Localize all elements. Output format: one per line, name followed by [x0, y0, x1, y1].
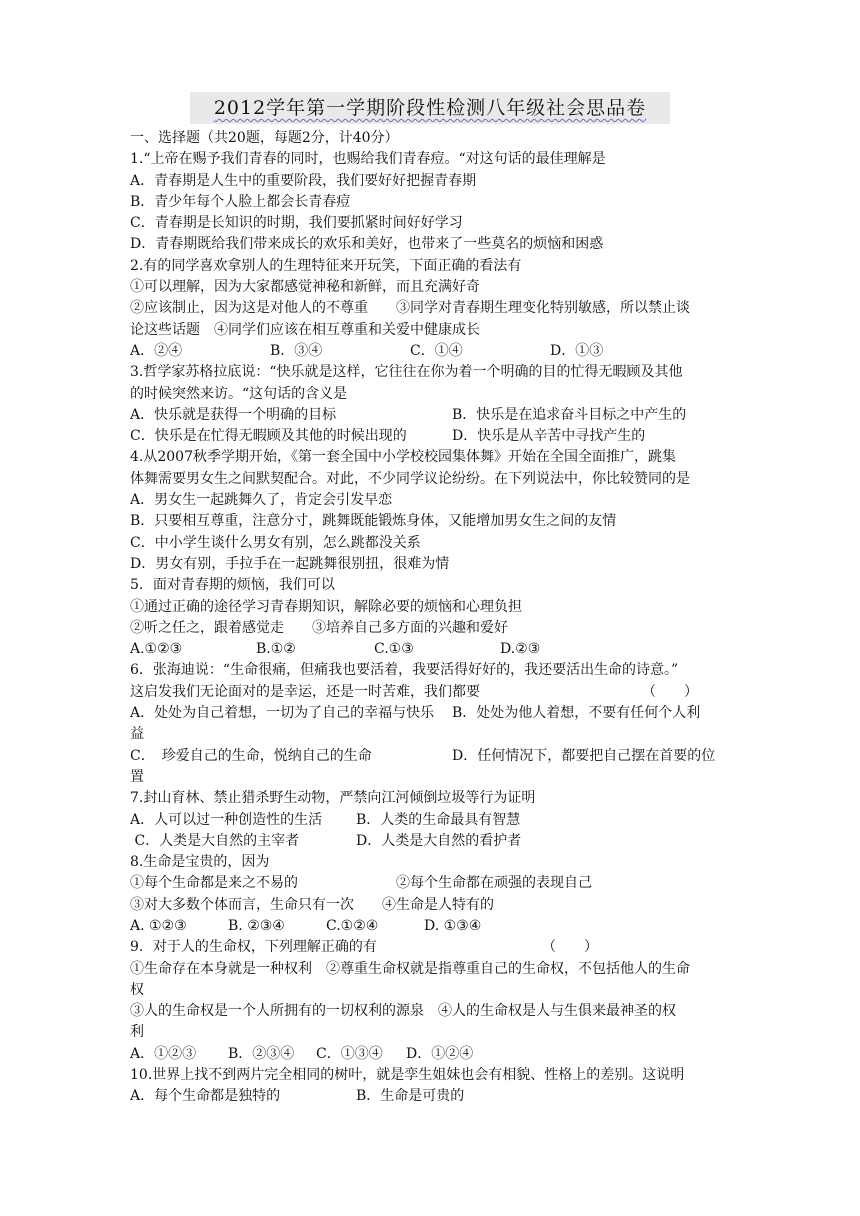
text-segment: A．人可以过一种创造性的生活: [130, 811, 323, 828]
text-segment: ①每个生命都是来之不易的: [130, 875, 298, 892]
text-line: 置: [130, 768, 144, 785]
text-line: 的时候突然来访。“这句话的含义是: [130, 385, 348, 402]
text-line: 论这些话题 ④同学们应该在相互尊重和关爱中健康成长: [130, 321, 480, 338]
text-line: 利: [130, 1024, 144, 1041]
text-line: ③人的生命权是一个人所拥有的一切权利的源泉 ④人的生命权是人与生俱来最神圣的权: [130, 1003, 676, 1020]
text-segment: D．①③: [550, 342, 604, 359]
text-line: ①生命存在本身就是一种权利 ②尊重生命权就是指尊重自己的生命权，不包括他人的生命: [130, 960, 690, 977]
text-segment: （ ）: [642, 683, 698, 700]
text-line: [130, 703, 735, 724]
text-segment: （ ）: [542, 939, 598, 956]
text-segment: B．快乐是在追求奋斗目标之中产生的: [452, 406, 687, 423]
text-line: [130, 746, 735, 767]
text-line: D．男女有别，手拉手在一起跳舞很别扭，很难为情: [130, 555, 450, 572]
text-line: [130, 426, 735, 447]
text-line: ③对大多数个体而言，生命只有一次 ④生命是人特有的: [130, 896, 494, 913]
text-segment: A．①②③: [130, 1045, 197, 1062]
text-line: [130, 873, 735, 894]
text-segment: C． 珍爱自己的生命，悦纳自己的生命: [130, 747, 372, 764]
text-line: B．只要相互尊重，注意分寸，跳舞既能锻炼身体，又能增加男女生之间的友情: [130, 513, 617, 530]
text-segment: A．每个生命都是独特的: [130, 1088, 281, 1105]
text-segment: A．快乐就是获得一个明确的目标: [130, 406, 337, 423]
text-segment: D. ①③④: [424, 917, 482, 934]
text-line: ①通过正确的途径学习青春期知识，解除必要的烦恼和心理负担: [130, 598, 522, 615]
text-segment: D．快乐是从辛苦中寻找产生的: [452, 428, 646, 445]
text-segment: D．①②④: [406, 1045, 474, 1062]
text-segment: A．处处为自己着想，一切为了自己的幸福与快乐: [130, 705, 435, 722]
text-line: 6．张海迪说：“生命很痛，但痛我也要活着，我要活得好好的，我还要活出生命的诗意。”: [130, 662, 679, 679]
text-segment: B．人类的生命最具有智慧: [356, 811, 521, 828]
text-segment: B. ②③④: [228, 917, 285, 934]
text-segment: C．快乐是在忙得无暇顾及其他的时候出现的: [130, 428, 407, 445]
text-segment: A. ①②③: [130, 917, 187, 934]
text-line: 10.世界上找不到两片完全相同的树叶，就是孪生姐妹也会有相貌、性格上的差别。这说明: [130, 1067, 685, 1084]
text-line: 3.哲学家苏格拉底说：“快乐就是这样，它往往在你为着一个明确的目的忙得无暇顾及其他: [130, 364, 683, 381]
text-segment: C．人类是大自然的主宰者: [130, 832, 300, 849]
text-segment: D.②③: [500, 641, 541, 658]
text-segment: D．任何情况下，都要把自己摆在首要的位: [452, 747, 716, 764]
text-segment: B．③④: [270, 342, 323, 359]
text-segment: B．②③④: [228, 1045, 295, 1062]
text-segment: 9．对于人的生命权，下列理解正确的有: [130, 939, 377, 956]
text-line: [130, 1086, 735, 1107]
text-line: C．青春期是长知识的时期，我们要抓紧时间好好学习: [130, 215, 463, 232]
text-line: A．青春期是人生中的重要阶段，我们要好好把握青春期: [130, 172, 477, 189]
text-line: A．男女生一起跳舞久了，肯定会引发早恋: [130, 492, 393, 509]
text-line: [130, 639, 735, 660]
text-line: ②听之任之，跟着感觉走 ③培养自己多方面的兴趣和爱好: [130, 619, 508, 636]
text-line: 2.有的同学喜欢拿别人的生理特征来开玩笑，下面正确的看法有: [130, 257, 522, 274]
text-segment: B．生命是可贵的: [356, 1088, 465, 1105]
text-line: 8.生命是宝贵的，因为: [130, 854, 270, 871]
text-line: B．青少年每个人脸上都会长青春痘: [130, 193, 351, 210]
text-line: [130, 831, 735, 852]
text-segment: B．处处为他人着想，不要有任何个人利: [452, 705, 701, 722]
title-banner: [190, 92, 670, 124]
text-line: [130, 341, 735, 362]
text-segment: 这启发我们无论面对的是幸运，还是一时苦难，我们都要: [130, 683, 480, 700]
text-line: C．中小学生谈什么男女有别，怎么跳都没关系: [130, 534, 421, 551]
text-line: [130, 682, 735, 703]
text-line: [130, 937, 735, 958]
text-line: 1.“上帝在赐予我们青春的同时，也赐给我们青春痘。“对这句话的最佳理解是: [130, 151, 606, 168]
text-segment: C．①③④: [316, 1045, 383, 1062]
exam-title: 2012学年第一学期阶段性检测八年级社会思品卷: [213, 97, 647, 119]
text-line: 5．面对青春期的烦恼，我们可以: [130, 577, 335, 594]
text-line: 7.封山育林、禁止猎杀野生动物，严禁向江河倾倒垃圾等行为证明: [130, 790, 536, 807]
text-line: [130, 810, 735, 831]
text-line: [130, 916, 735, 937]
text-line: [130, 405, 735, 426]
text-segment: D．人类是大自然的看护者: [356, 832, 522, 849]
text-line: 体舞需要男女生之间默契配合。对此，不少同学议论纷纷。在下列说法中，你比较赞同的是: [130, 470, 690, 487]
text-segment: C.①②④: [326, 917, 379, 934]
text-segment: C.①③: [374, 641, 414, 658]
text-line: 4.从2007秋季学期开始，《第一套全国中小学校校园集体舞》开始在全国全面推广，跳集: [130, 449, 676, 466]
text-segment: A．②④: [130, 342, 183, 359]
text-segment: ②每个生命都在顽强的表现自己: [396, 875, 592, 892]
text-segment: A.①②③: [130, 641, 183, 658]
text-line: 权: [130, 981, 144, 998]
text-line: ②应该制止，因为这是对他人的不尊重 ③同学对青春期生理变化特别敏感，所以禁止谈: [130, 300, 690, 317]
text-segment: C．①④: [410, 342, 463, 359]
text-line: D．青春期既给我们带来成长的欢乐和美好，也带来了一些莫名的烦恼和困惑: [130, 236, 604, 253]
exam-body: [130, 128, 735, 1108]
text-segment: B.①②: [256, 641, 296, 658]
text-line: 益: [130, 726, 144, 743]
text-line: ①可以理解，因为大家都感觉神秘和新鲜，而且充满好奇: [130, 279, 480, 296]
text-line: [130, 1044, 735, 1065]
text-line: 一、选择题（共20题，每题2分，计40分）: [130, 130, 399, 146]
